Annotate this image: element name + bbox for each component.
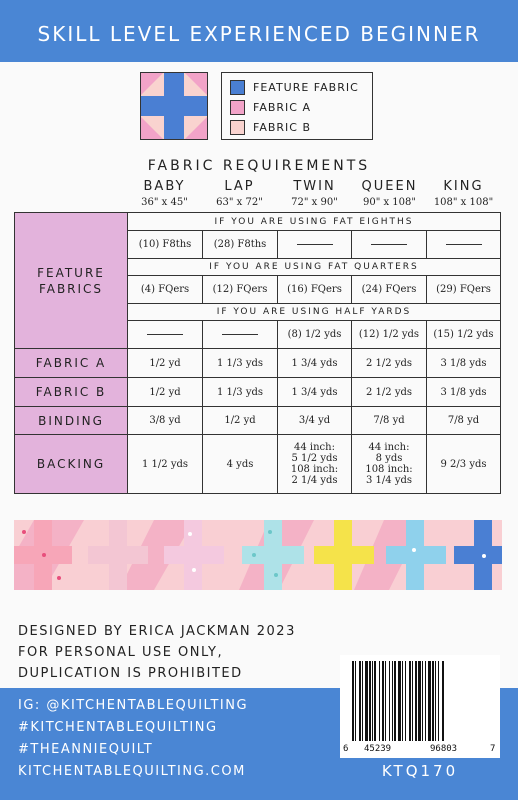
- quilt-block-diagram: [140, 72, 208, 140]
- legend-label: FABRIC B: [253, 120, 311, 134]
- fat-eighths-header: IF YOU ARE USING FAT EIGHTHS: [128, 213, 501, 231]
- barcode-digit-first: 6: [343, 744, 349, 754]
- size-name: BABY: [143, 179, 186, 194]
- barcode-digits-right: 96803: [430, 744, 458, 754]
- backing-line: 2 1/4 yds: [291, 475, 338, 486]
- fabric-requirements-title: FABRIC REQUIREMENTS: [147, 158, 371, 174]
- fabric-a-baby: 1/2 yd: [128, 349, 203, 378]
- hashtag-kitchentablequilting: #KITCHENTABLEQUILTING: [18, 720, 218, 735]
- backing-line: 5 1/2 yds: [291, 453, 338, 464]
- backing-queen: [352, 435, 427, 494]
- empty-dash: [297, 244, 333, 245]
- legend-label: FEATURE FABRIC: [253, 80, 359, 94]
- fat-quarters-header: IF YOU ARE USING FAT QUARTERS: [128, 259, 501, 276]
- fat-quarters-queen: (24) FQers: [352, 276, 427, 304]
- fat-eighths-lap: (28) F8ths: [203, 231, 278, 259]
- designer-credit: DESIGNED BY ERICA JACKMAN 2023: [18, 624, 296, 639]
- fat-quarters-king: (29) FQers: [427, 276, 501, 304]
- backing-line: 108 inch:: [365, 464, 413, 475]
- backing-baby: 1 1/2 yds: [128, 435, 203, 494]
- backing-line: 44 inch:: [368, 442, 410, 453]
- size-dims: 63" x 72": [216, 197, 263, 208]
- binding-queen: 7/8 yd: [352, 407, 427, 435]
- fabric-a-label: FABRIC A: [15, 349, 128, 378]
- fat-eighths-baby: (10) F8ths: [128, 231, 203, 259]
- binding-twin: 3/4 yd: [278, 407, 352, 435]
- size-dims: 108" x 108": [433, 197, 494, 208]
- empty-dash: [222, 334, 258, 335]
- barcode-digit-last: 7: [490, 744, 496, 754]
- fabric-requirements-table: [14, 212, 501, 494]
- barcode-bars: [340, 655, 500, 758]
- personal-use-note: FOR PERSONAL USE ONLY,: [18, 645, 224, 660]
- binding-baby: 3/8 yd: [128, 407, 203, 435]
- feature-fabrics-label: [15, 213, 128, 349]
- fabric-a-king: 3 1/8 yds: [427, 349, 501, 378]
- fabric-a-twin: 1 3/4 yds: [278, 349, 352, 378]
- fabric-b-king: 3 1/8 yds: [427, 378, 501, 407]
- legend-item-fabric-a: [230, 98, 311, 116]
- fat-eighths-queen: [352, 231, 427, 259]
- fat-eighths-king: [427, 231, 501, 259]
- sku-code: KTQ170: [381, 762, 459, 780]
- fat-quarters-baby: (4) FQers: [128, 276, 203, 304]
- binding-lap: 1/2 yd: [203, 407, 278, 435]
- website-url: KITCHENTABLEQUILTING.COM: [18, 764, 246, 779]
- size-name: LAP: [224, 179, 255, 194]
- feature-swatch: [230, 80, 245, 95]
- legend-item-feature: [230, 78, 359, 96]
- fabric-a-queen: 2 1/2 yds: [352, 349, 427, 378]
- fabric-legend: [221, 72, 373, 140]
- binding-label: BINDING: [15, 407, 128, 435]
- backing-line: 108 inch:: [290, 464, 339, 475]
- quilt-preview-strip: [14, 520, 502, 590]
- fabric-a-lap: 1 1/3 yds: [203, 349, 278, 378]
- backing-line: 8 yds: [375, 453, 403, 464]
- half-yards-header: IF YOU ARE USING HALF YARDS: [128, 304, 501, 321]
- row-label-text: FEATURE FABRICS: [37, 265, 105, 296]
- empty-dash: [371, 244, 407, 245]
- fabric-a-swatch: [230, 100, 245, 115]
- size-name: TWIN: [293, 179, 336, 194]
- fabric-b-queen: 2 1/2 yds: [352, 378, 427, 407]
- instagram-handle: IG: @KITCHENTABLEQUILTING: [18, 698, 249, 713]
- binding-king: 7/8 yd: [427, 407, 501, 435]
- empty-dash: [446, 244, 482, 245]
- half-yards-queen: (12) 1/2 yds: [352, 321, 427, 349]
- backing-twin: [278, 435, 352, 494]
- duplication-note: DUPLICATION IS PROHIBITED: [18, 666, 243, 681]
- size-name: QUEEN: [361, 179, 418, 194]
- size-name: KING: [443, 179, 484, 194]
- fabric-b-twin: 1 3/4 yds: [278, 378, 352, 407]
- size-dims: 90" x 108": [362, 197, 416, 208]
- half-yards-twin: (8) 1/2 yds: [278, 321, 352, 349]
- fabric-b-swatch: [230, 120, 245, 135]
- size-dims: 36" x 45": [141, 197, 188, 208]
- hashtag-theanniequilt: #THEANNIEQUILT: [18, 742, 154, 757]
- fabric-b-lap: 1 1/3 yds: [203, 378, 278, 407]
- backing-label: BACKING: [15, 435, 128, 494]
- fat-quarters-lap: (12) FQers: [203, 276, 278, 304]
- barcode: [340, 655, 500, 758]
- legend-item-fabric-b: [230, 118, 311, 136]
- backing-line: 3 1/4 yds: [366, 475, 412, 486]
- fat-eighths-twin: [278, 231, 352, 259]
- fabric-b-label: FABRIC B: [15, 378, 128, 407]
- empty-dash: [147, 334, 183, 335]
- fat-quarters-twin: (16) FQers: [278, 276, 352, 304]
- fabric-b-baby: 1/2 yd: [128, 378, 203, 407]
- skill-level-title: SKILL LEVEL EXPERIENCED BEGINNER: [37, 22, 481, 46]
- legend-label: FABRIC A: [253, 100, 311, 114]
- backing-king: 9 2/3 yds: [427, 435, 501, 494]
- half-yards-lap: [203, 321, 278, 349]
- size-dims: 72" x 90": [291, 197, 338, 208]
- backing-line: 44 inch:: [294, 442, 335, 453]
- half-yards-king: (15) 1/2 yds: [427, 321, 501, 349]
- backing-lap: 4 yds: [203, 435, 278, 494]
- half-yards-baby: [128, 321, 203, 349]
- barcode-digits-left: 45239: [364, 744, 392, 754]
